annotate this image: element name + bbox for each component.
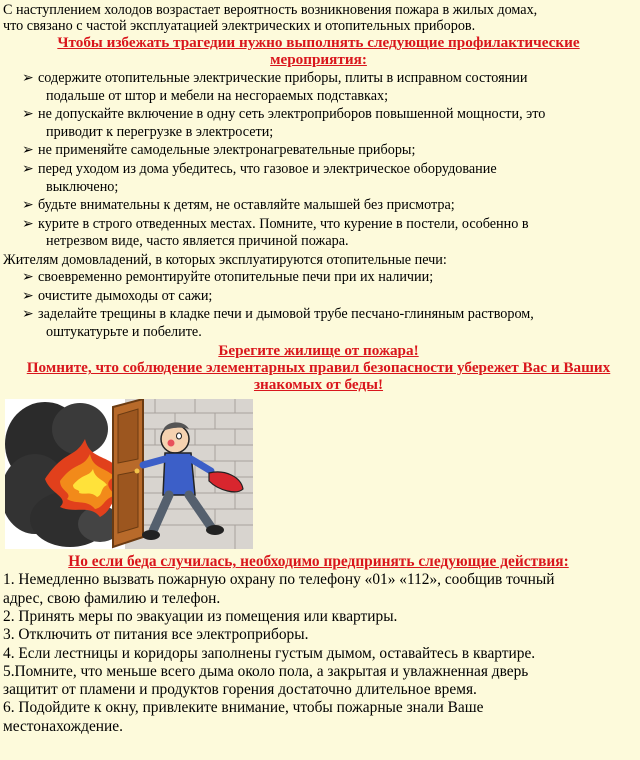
bullet-arrow-icon: ➢ bbox=[22, 106, 34, 123]
intro-paragraph bbox=[3, 0, 634, 34]
slogan-remember-line-1: Помните, что соблюдение элементарных правил безопасности убережет Вас и Ваших bbox=[26, 359, 611, 377]
list-item: ➢ перед уходом из дома убедитесь, что газовое и электрическое оборудование выключено; bbox=[22, 160, 497, 195]
intro-line-1: С наступлением холодов возрастает вероятность возникновения пожара в жилых домах, bbox=[3, 2, 538, 18]
bullet-arrow-icon: ➢ bbox=[22, 197, 34, 214]
bullet-arrow-icon: ➢ bbox=[22, 287, 34, 304]
bullet-arrow-icon: ➢ bbox=[22, 306, 34, 323]
stove-list bbox=[3, 269, 634, 341]
bullet-arrow-icon: ➢ bbox=[22, 160, 34, 177]
list-item: ➢ не допускайте включение в одну сеть электроприборов повышенной мощности, это приводит к перегрузке в электросети; bbox=[22, 106, 546, 140]
slogan-protect-home: Берегите жилище от пожара! bbox=[218, 342, 419, 360]
slogan-remember-line-2: знакомых от беды! bbox=[253, 376, 384, 394]
list-item: 5.Помните, что меньше всего дыма около пола, а закрытая и увлажненная дверь защитит от пламени и продуктов горения достаточно длительное время. bbox=[3, 662, 529, 699]
list-item: ➢ своевременно ремонтируйте отопительные печи при их наличии; bbox=[22, 268, 434, 285]
list-item: ➢ содержите отопительные электрические приборы, плиты в исправном состоянии подальше от штор и мебели на несгораемых подставках; bbox=[22, 70, 528, 104]
intro-line-2: что связано с частой эксплуатацией электрических и отопительных приборов. bbox=[3, 18, 476, 34]
list-item: 3. Отключить от питания все электроприборы. bbox=[3, 626, 309, 644]
list-item: ➢ будьте внимательны к детям, не оставляйте малышей без присмотра; bbox=[22, 197, 455, 214]
prevention-heading-line-2: мероприятия: bbox=[270, 51, 367, 68]
open-door bbox=[113, 399, 143, 547]
bullet-arrow-icon: ➢ bbox=[22, 70, 34, 86]
list-item: ➢ курите в строго отведенных местах. Помните, что курение в постели, особенно в нетрезвом виде, часто является причиной пожара. bbox=[22, 215, 529, 250]
list-item: ➢ очистите дымоходы от сажи; bbox=[22, 287, 213, 304]
bullet-arrow-icon: ➢ bbox=[22, 215, 34, 232]
list-item: 2. Принять меры по эвакуации из помещения или квартиры. bbox=[3, 607, 398, 625]
list-item: 4. Если лестницы и коридоры заполнены густым дымом, оставайтесь в квартире. bbox=[3, 644, 536, 662]
stove-intro: Жителям домовладений, в которых эксплуатируются отопительные печи: bbox=[3, 251, 447, 268]
list-item: 6. Подойдите к окну, привлеките внимание, чтобы пожарные знали Ваше местонахождение. bbox=[3, 699, 484, 735]
list-item: ➢ заделайте трещины в кладке печи и дымовой трубе песчано-глиняным раствором, оштукатурьте и побелите. bbox=[22, 306, 534, 340]
slogan-remember bbox=[3, 359, 634, 393]
list-item: 1. Немедленно вызвать пожарную охрану по телефону «01» «112», сообщив точный адрес, свою фамилию и телефон. bbox=[3, 571, 555, 607]
actions-list bbox=[3, 571, 634, 736]
prevention-heading-line-1: Чтобы избежать трагедии нужно выполнять следующие профилактические bbox=[57, 34, 580, 51]
list-item: ➢ не применяйте самодельные электронагревательные приборы; bbox=[22, 142, 416, 159]
fire-escape-illustration bbox=[5, 399, 253, 549]
bullet-arrow-icon: ➢ bbox=[22, 268, 34, 285]
prevention-list bbox=[3, 70, 634, 251]
door-knob bbox=[135, 469, 140, 474]
bullet-arrow-icon: ➢ bbox=[22, 142, 34, 159]
actions-heading: Но если беда случилась, необходимо предпринять следующие действия: bbox=[68, 553, 569, 571]
prevention-heading bbox=[3, 34, 634, 68]
